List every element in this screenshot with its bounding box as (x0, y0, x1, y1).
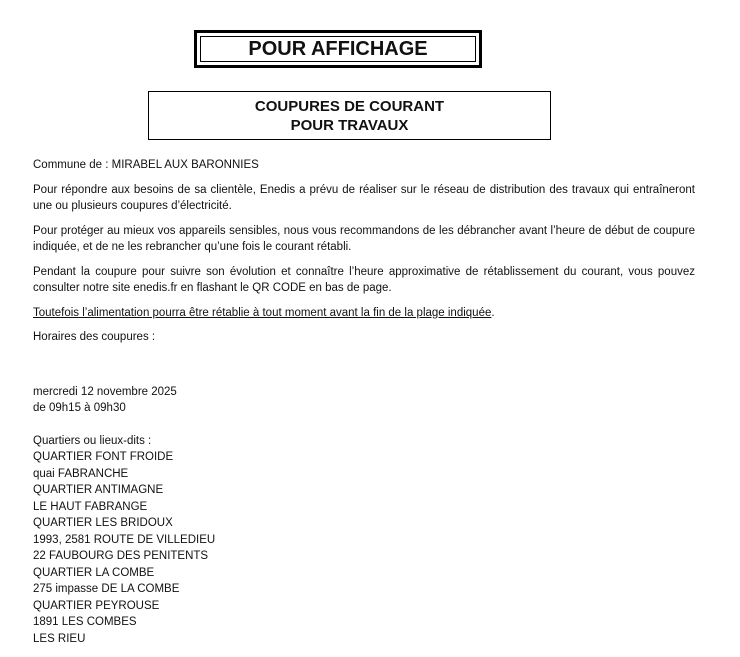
spacer (33, 354, 695, 384)
location-item: 1891 LES COMBES (33, 616, 137, 628)
outage-time: de 09h15 à 09h30 (33, 402, 126, 414)
outage-date: mercredi 12 novembre 2025 (33, 385, 177, 398)
location-item: QUARTIER LES BRIDOUX (33, 517, 173, 529)
location-item: 1993, 2581 ROUTE DE VILLEDIEU (33, 533, 216, 546)
location-item: QUARTIER LA COMBE (33, 566, 155, 579)
location-item: LE HAUT FABRANGE (33, 500, 148, 513)
warning-period: . (491, 306, 495, 319)
location-item: LES RIEU (33, 632, 86, 645)
commune-line: Commune de : MIRABEL AUX BARONNIES (33, 159, 259, 171)
paragraph-intro: Pour répondre aux besoins de sa clientèle, Enedis a prévu de réaliser sur le réseau de distribution des travaux qui entraîneront une ou plusieurs coupures d’électricité. (33, 183, 695, 212)
notice-title-line2: POUR TRAVAUX (290, 116, 409, 134)
banner-title: POUR AFFICHAGE (200, 36, 476, 62)
location-list (33, 449, 695, 647)
spacer (33, 417, 695, 433)
notice-body (33, 157, 695, 647)
notice-title-box (148, 91, 551, 140)
notice-title-line1: COUPURES DE COURANT (254, 97, 445, 115)
paragraph-warning (33, 305, 695, 322)
paragraph-protect: Pour protéger au mieux vos appareils sensibles, nous vous recommandons de les débrancher avant l’heure de début de coupure indiquée, et de ne les rebrancher qu’une fois le courant rétabli. (33, 224, 695, 253)
banner-frame (194, 30, 482, 68)
paragraph-follow: Pendant la coupure pour suivre son évolution et connaître l’heure approximative de rétablissement du courant, vous pouvez consulter notre site enedis.fr en flashant le QR CODE en bas de page. (33, 265, 695, 294)
warning-underlined-text: Toutefois l’alimentation pourra être rétablie à tout moment avant la fin de la plage indiquée (33, 306, 492, 319)
horaires-label: Horaires des coupures : (33, 331, 156, 343)
location-item: QUARTIER ANTIMAGNE (33, 484, 164, 496)
location-item: QUARTIER FONT FROIDE (33, 451, 174, 463)
location-item: 22 FAUBOURG DES PENITENTS (33, 550, 209, 562)
location-item: 275 impasse DE LA COMBE (33, 583, 180, 595)
location-item: QUARTIER PEYROUSE (33, 599, 160, 612)
quartiers-label: Quartiers ou lieux-dits : (33, 434, 152, 447)
location-item: quai FABRANCHE (33, 467, 129, 480)
